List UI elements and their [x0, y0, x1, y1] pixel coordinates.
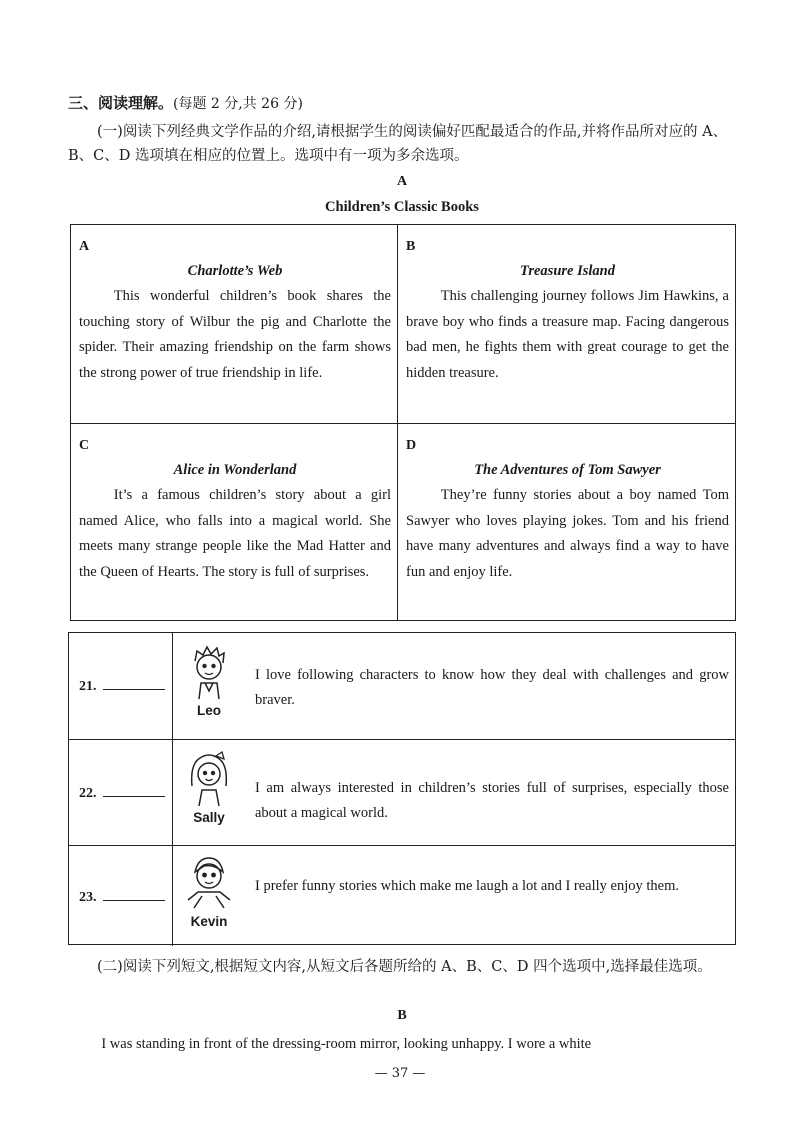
section-score-note: (每题 2 分,共 26 分): [173, 96, 303, 112]
book-letter: D: [406, 438, 417, 453]
student-preference: I love following characters to know how they deal with challenges and grow braver.: [255, 667, 729, 708]
student-preference: I prefer funny stories which make me laugh a lot and I really enjoy them.: [255, 878, 679, 894]
answer-blank[interactable]: [103, 679, 165, 690]
passage-b-first-line: I was standing in front of the dressing-room mirror, looking unhappy. I wore a white: [101, 1036, 592, 1052]
book-cell-c: [71, 423, 397, 620]
book-title: Alice in Wonderland: [173, 462, 297, 478]
part2-instruction: (二)阅读下列短文,根据短文内容,从短文后各题所给的 A、B、C、D 四个选项中,选择最佳选项。: [97, 959, 712, 975]
books-table: [70, 224, 736, 621]
part1-instruction: (一)阅读下列经典文学作品的介绍,请根据学生的阅读偏好匹配最适合的作品,并将作品所对应的 A、B、C、D 选项填在相应的位置上。选项中有一项为多余选项。: [68, 124, 728, 164]
student-avatar-leo: [179, 643, 239, 718]
book-cell-d: [397, 423, 735, 620]
question-number: 23.: [79, 890, 97, 905]
book-letter: A: [79, 239, 90, 254]
book-description: This wonderful children’s book shares the touching story of Wilbur the pig and Charlotte the spider. Their amazing friendship on the farm shows the strong power of true friendship in life.: [79, 288, 391, 381]
boy-avatar-icon: [187, 643, 231, 701]
student-name: Sally: [193, 810, 225, 825]
section-title-text: 三、阅读理解。: [68, 94, 174, 112]
matching-row-23: [69, 845, 735, 946]
book-letter: B: [406, 239, 416, 254]
matching-table: [68, 632, 736, 945]
student-avatar-kevin: [179, 852, 239, 929]
book-description: This challenging journey follows Jim Hawkins, a brave boy who finds a treasure map. Facing dangerous bad men, he fights them with great courage to get the hidden treasure.: [406, 288, 729, 381]
section-title: [68, 92, 303, 113]
passage-label-a: A: [396, 174, 408, 189]
page-number: — 37 —: [374, 1066, 426, 1081]
boy-avatar-icon: [184, 852, 234, 912]
book-cell-b: [397, 225, 735, 423]
book-title: The Adventures of Tom Sawyer: [474, 462, 661, 478]
girl-avatar-icon: [186, 750, 232, 808]
question-number: 22.: [79, 786, 97, 801]
book-title: Treasure Island: [520, 263, 615, 279]
matching-row-22: [69, 739, 735, 845]
student-preference: I am always interested in children’s stories full of surprises, especially those about a magical world.: [255, 780, 729, 821]
book-cell-a: [71, 225, 397, 423]
answer-blank[interactable]: [103, 786, 165, 797]
book-letter: C: [79, 438, 90, 453]
books-heading: Children’s Classic Books: [325, 199, 479, 215]
student-name: Kevin: [190, 914, 228, 929]
book-description: It’s a famous children’s story about a girl named Alice, who falls into a magical world. She meets many strange people like the Mad Hatter and the Queen of Hearts. The story is full of surprises.: [79, 487, 391, 580]
matching-row-21: [69, 633, 735, 739]
question-number: 21.: [79, 679, 97, 694]
passage-label-b: B: [397, 1008, 407, 1023]
book-title: Charlotte’s Web: [187, 263, 283, 279]
student-name: Leo: [196, 703, 221, 718]
book-description: They’re funny stories about a boy named Tom Sawyer who loves playing jokes. Tom and his friend have many adventures and always find a way to have fun and enjoy life.: [406, 487, 729, 580]
answer-blank[interactable]: [103, 890, 165, 901]
student-avatar-sally: [179, 750, 239, 825]
